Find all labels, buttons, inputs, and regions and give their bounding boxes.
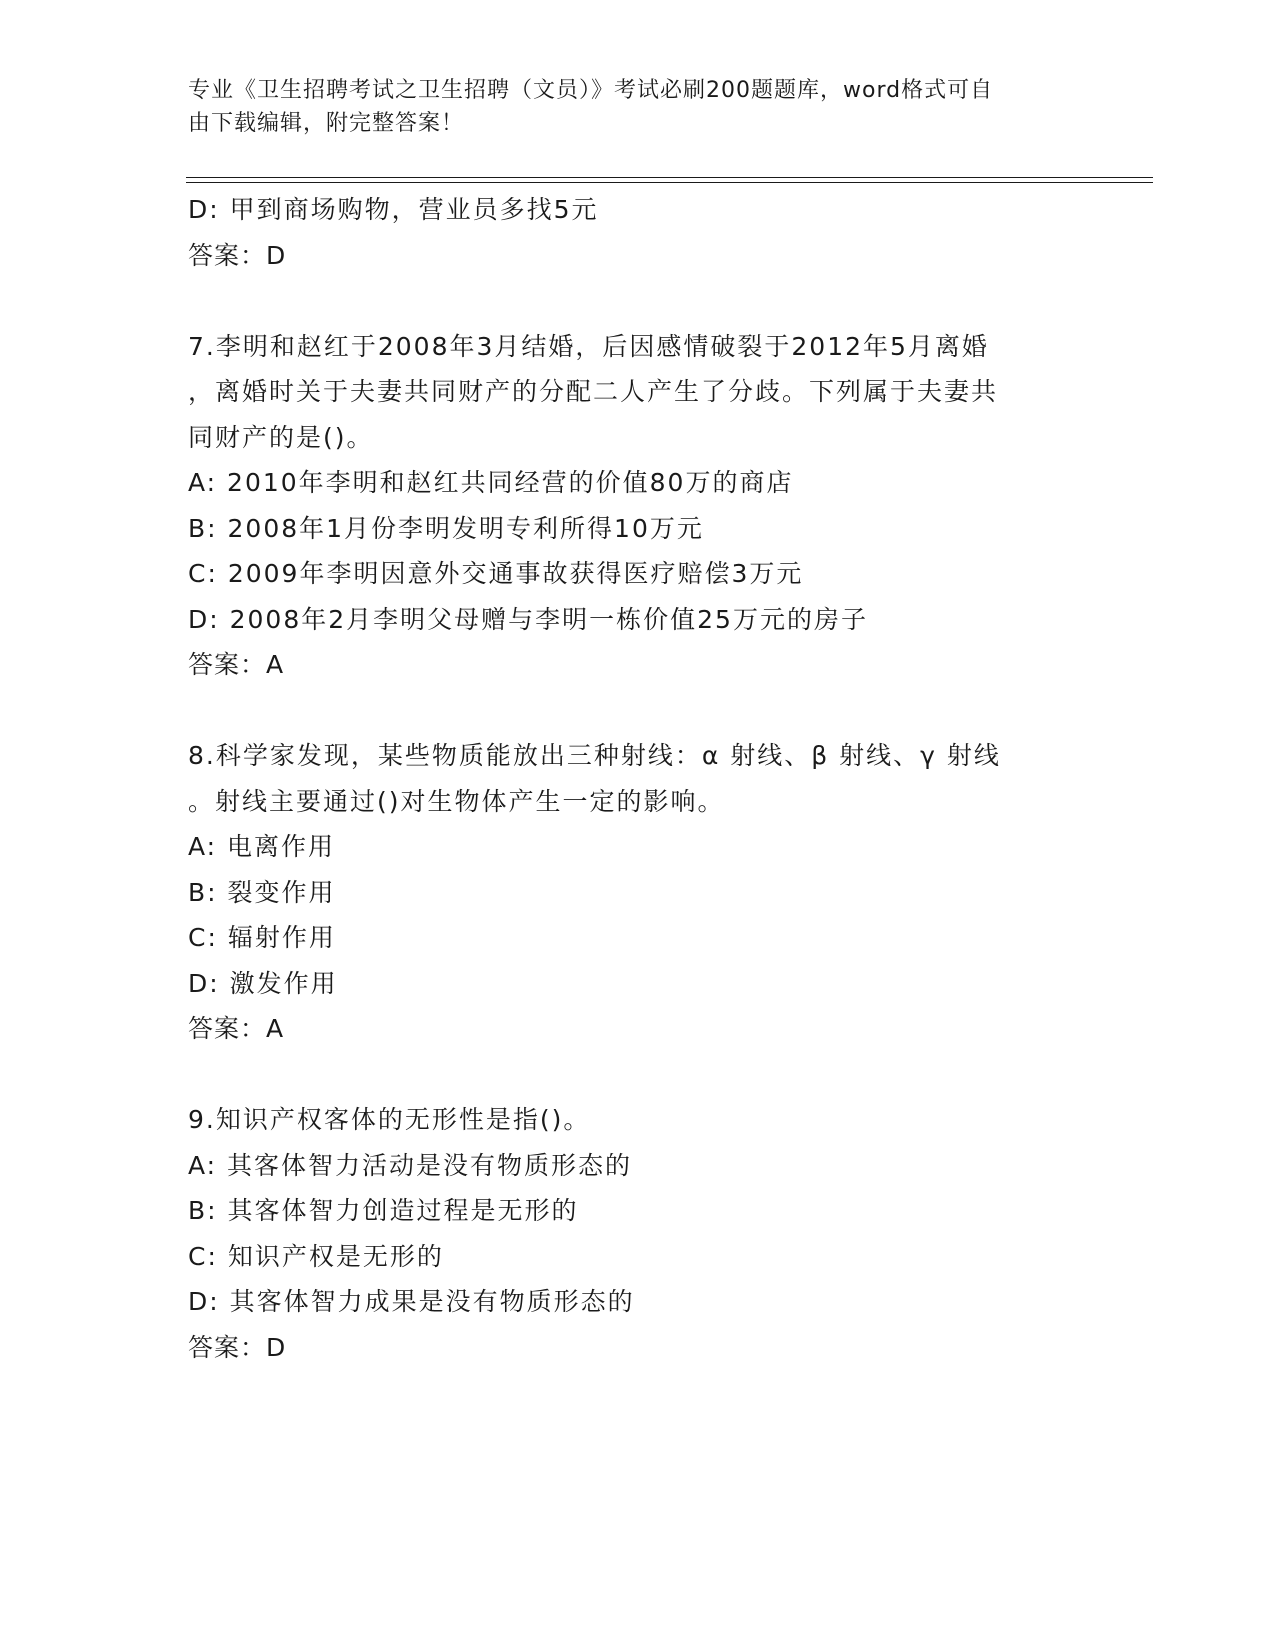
option-a: A: 电离作用: [188, 832, 336, 861]
question-stem-line: 8.科学家发现，某些物质能放出三种射线：α 射线、β 射线、γ 射线: [188, 741, 1001, 770]
question-content: [188, 187, 1088, 1370]
option-c: C: 2009年李明因意外交通事故获得医疗赔偿3万元: [188, 559, 804, 588]
answer: 答案：A: [188, 1014, 285, 1043]
option-b: B: 2008年1月份李明发明专利所得10万元: [188, 513, 704, 543]
option-a: A: 其客体智力活动是没有物质形态的: [188, 1150, 633, 1180]
option-d: D: 激发作用: [188, 968, 338, 998]
carryover-option-d: D: 甲到商场购物，营业员多找5元: [188, 195, 599, 224]
document-header: [188, 74, 1068, 140]
spacer: [188, 278, 1088, 324]
answer: 答案：A: [188, 650, 285, 679]
question-stem-line: 7.李明和赵红于2008年3月结婚，后因感情破裂于2012年5月离婚: [188, 331, 989, 361]
question-stem-line: 同财产的是()。: [188, 422, 374, 452]
option-c: C: 知识产权是无形的: [188, 1241, 444, 1271]
option-c: C: 辐射作用: [188, 923, 336, 952]
header-rule-top: [186, 177, 1153, 178]
header-rule-bottom: [186, 182, 1153, 183]
option-a: A: 2010年李明和赵红共同经营的价值80万的商店: [188, 468, 794, 497]
header-line-1: 专业《卫生招聘考试之卫生招聘（文员）》考试必刷200题题库，word格式可自: [188, 78, 994, 103]
spacer: [188, 688, 1088, 734]
option-b: B: 裂变作用: [188, 877, 336, 907]
header-line-2: 由下载编辑，附完整答案！: [188, 111, 465, 136]
question-stem-line: ，离婚时关于夫妻共同财产的分配二人产生了分歧。下列属于夫妻共: [188, 377, 999, 406]
answer: 答案：D: [188, 1332, 287, 1362]
question-7: [188, 324, 1088, 688]
question-9: [188, 1097, 1088, 1370]
option-d: D: 2008年2月李明父母赠与李明一栋价值25万元的房子: [188, 604, 868, 634]
question-stem-line: 9.知识产权客体的无形性是指()。: [188, 1105, 591, 1134]
option-b: B: 其客体智力创造过程是无形的: [188, 1196, 579, 1225]
option-d: D: 其客体智力成果是没有物质形态的: [188, 1287, 635, 1316]
question-stem-line: 。射线主要通过()对生物体产生一定的影响。: [188, 786, 725, 816]
carryover-answer: 答案：D: [188, 240, 287, 270]
question-8: [188, 733, 1088, 1052]
spacer: [188, 1052, 1088, 1098]
